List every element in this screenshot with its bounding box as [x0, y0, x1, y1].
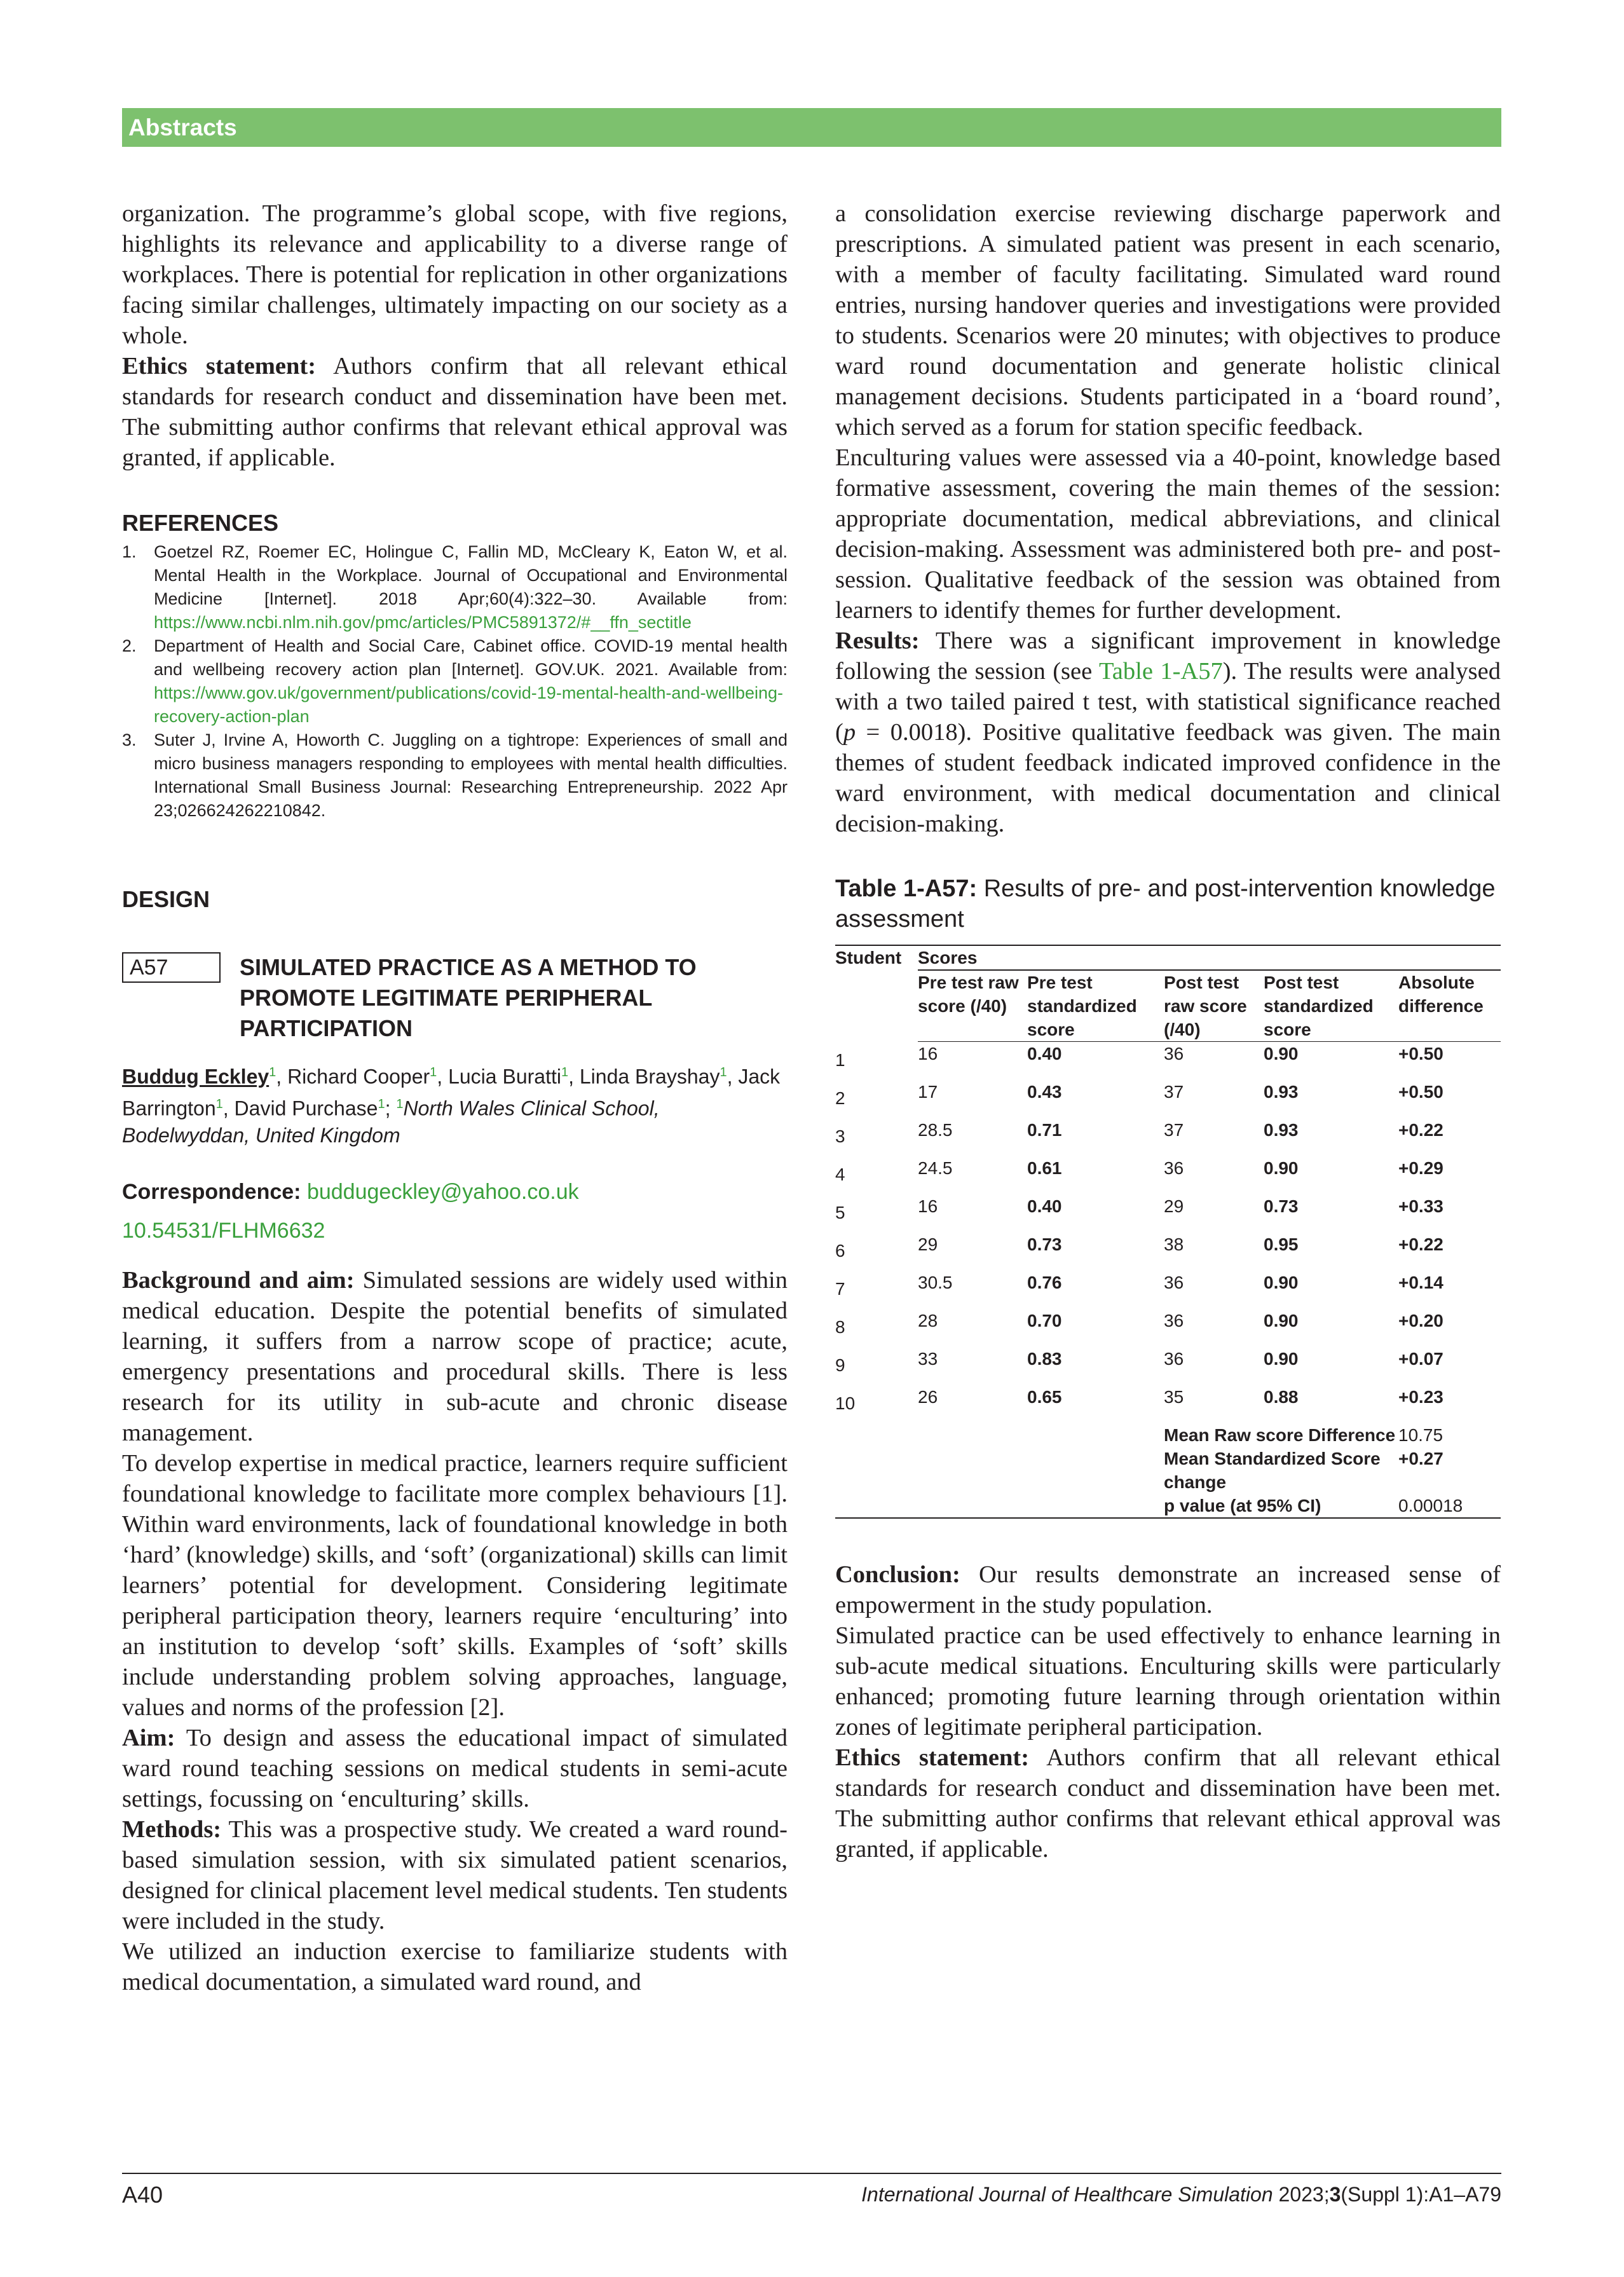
column-header-scores: Scores	[918, 948, 978, 968]
author-affil-mark: 1	[215, 1097, 223, 1111]
correspondence-label: Correspondence:	[122, 1180, 301, 1205]
results-text: = 0.0018). Positive qualitative feedback was given. The main themes of student feedback indicated improved confidence in the ward environment, with medical documentation and clinical decision-making.	[835, 719, 1501, 837]
references-list	[122, 540, 788, 823]
table-caption-text: Results of pre- and post-intervention knowledge assessment	[835, 875, 1496, 933]
table-reference-link[interactable]: Table 1-A57	[1098, 658, 1223, 685]
expertise-paragraph: To develop expertise in medical practice, learners require sufficient foundational knowledge to facilitate more complex behaviours [1]. Within ward environments, lack of foundational knowledge in both ‘hard’ (knowledge) skills, and ‘soft’ (organizational) skills can limit learners’ potential for development. Considering legitimate peripheral participation theory, learners require ‘enculturing’ into an institution to develop ‘soft’ skills. Examples of ‘soft’ skills include understanding problem solving approaches, language, values and norms of the profession [2].	[122, 1450, 788, 1721]
p-symbol: p	[843, 719, 856, 746]
table-cell: +0.22	[1398, 1234, 1443, 1254]
table-row	[835, 1309, 1501, 1347]
correspondence-email-link[interactable]: buddugeckley@yahoo.co.uk	[306, 1180, 579, 1205]
table-row	[835, 1271, 1501, 1309]
table-cell: 0.73	[1027, 1234, 1062, 1254]
reference-link[interactable]: https://www.ncbi.nlm.nih.gov/pmc/articles/PMC5891372/#__ffn_sectitle	[154, 613, 692, 632]
table-caption-label: Table 1-A57:	[835, 875, 978, 902]
affiliation-mark: 1	[396, 1097, 404, 1111]
table-cell: +0.50	[1398, 1044, 1443, 1063]
reference-text: Suter J, Irvine A, Howorth C. Juggling on a tightrope: Experiences of small and micro business managers responding to employees with mental health difficulties. International Small Business Journal: Researching Entrepreneurship. 2022 Apr 23;026624262210842.	[154, 730, 788, 820]
author-name: , Linda Brayshay	[568, 1065, 720, 1088]
author-name: , David Purchase	[222, 1097, 378, 1120]
intro-paragraph: organization. The programme’s global scope, with five regions, highlights its relevance and applicability to a diverse range of workplaces. There is potential for replication in other organizations facing similar challenges, ultimately impacting on our society as a whole.	[122, 200, 788, 349]
table-cell: 38	[1164, 1234, 1184, 1254]
table-cell: +0.50	[1398, 1081, 1443, 1102]
aim-text: To design and assess the educational impact of simulated ward round teaching sessions on medical students in semi-acute settings, focussing on ‘enculturing’ skills.	[122, 1725, 788, 1813]
table-row	[835, 1080, 1501, 1118]
table-cell: 0.76	[1027, 1272, 1062, 1292]
table-cell: 5	[835, 1202, 845, 1222]
table-row	[835, 1347, 1501, 1385]
table-cell: 29	[1164, 1196, 1184, 1216]
column-header: Post test raw score (/40)	[1164, 970, 1264, 1042]
table-cell: 36	[1164, 1158, 1184, 1178]
column-header-blank	[835, 970, 918, 1042]
ethics-text: Authors confirm that all relevant ethical standards for research conduct and dissemination have been met. The submitting author confirms that relevant ethical approval was granted, if applicable.	[122, 353, 788, 471]
abstract-id-box: A57	[122, 952, 221, 983]
table-cell: +0.23	[1398, 1386, 1443, 1407]
table-cell: 0.93	[1264, 1119, 1299, 1140]
table-cell: 0.88	[1264, 1386, 1299, 1407]
reference-item	[122, 634, 788, 728]
table-cell: 0.73	[1264, 1196, 1299, 1216]
table-cell: 36	[1164, 1044, 1184, 1063]
table-cell: 9	[835, 1355, 845, 1375]
table-cell: 10	[835, 1393, 856, 1413]
table-cell: 0.43	[1027, 1081, 1062, 1102]
table-cell: 36	[1164, 1348, 1184, 1369]
table-cell: 33	[918, 1348, 938, 1369]
table-cell: 0.83	[1027, 1348, 1062, 1369]
summary-value: 10.75	[1398, 1425, 1443, 1445]
doi-link[interactable]: 10.54531/FLHM6632	[122, 1219, 325, 1243]
aim-paragraph	[122, 1723, 788, 1814]
table-cell: 0.90	[1264, 1348, 1299, 1369]
methods-text: This was a prospective study. We created a ward round-based simulation session, with six simulated patient scenarios, designed for clinical placement level medical students. Ten students were included in the study.	[122, 1816, 788, 1935]
left-column	[122, 198, 788, 1997]
section-header-label: Abstracts	[128, 114, 237, 140]
summary-row	[835, 1447, 1501, 1494]
author-affil-mark: 1	[561, 1065, 569, 1079]
journal-citation	[861, 2183, 1501, 2206]
summary-label: Mean Raw score Difference	[1164, 1425, 1396, 1445]
table-cell: 26	[918, 1386, 938, 1407]
summary-label: Mean Standardized Score change	[1164, 1448, 1381, 1492]
journal-title: International Journal of Healthcare Simulation	[861, 2183, 1273, 2206]
results-paragraph	[835, 626, 1501, 839]
table-cell: 0.65	[1027, 1386, 1062, 1407]
table-row	[835, 1156, 1501, 1194]
section-heading: DESIGN	[122, 886, 210, 912]
table-top-header-row	[835, 945, 1501, 970]
footer-divider	[122, 2173, 1501, 2174]
table-cell: 3	[835, 1126, 845, 1146]
table-row	[835, 1118, 1501, 1156]
section-header-bar	[122, 108, 1501, 147]
table-row	[835, 1042, 1501, 1080]
reference-number: 3.	[122, 730, 137, 749]
author-affil-mark: 1	[430, 1065, 437, 1079]
conclusion-text: Our results demonstrate an increased sense of empowerment in the study population.	[835, 1561, 1501, 1618]
conclusion-paragraph	[835, 1559, 1501, 1620]
background-label: Background and aim:	[122, 1267, 355, 1294]
journal-pages: (Suppl 1):A1–A79	[1341, 2183, 1501, 2206]
lead-author: Buddug Eckley	[122, 1065, 270, 1088]
table-cell: +0.33	[1398, 1196, 1443, 1216]
author-name: , Jack Barrington	[122, 1065, 781, 1120]
table-row	[835, 1385, 1501, 1423]
table-cell: +0.14	[1398, 1272, 1443, 1292]
column-header: Pre test raw score (/40)	[918, 970, 1027, 1042]
table-cell: 24.5	[918, 1158, 953, 1178]
induction-paragraph: We utilized an induction exercise to familiarize students with medical documentation, a simulated ward round, and	[122, 1938, 788, 1996]
journal-volume: 3	[1329, 2183, 1341, 2206]
table-cell: 37	[1164, 1081, 1184, 1102]
author-affil-mark: 1	[269, 1065, 276, 1079]
ethics-text: Authors confirm that all relevant ethical standards for research conduct and dissemination have been met. The submitting author confirms that relevant ethical approval was granted, if applicable.	[835, 1744, 1501, 1863]
ethics-label: Ethics statement:	[122, 353, 317, 380]
table-cell: 0.93	[1264, 1081, 1299, 1102]
table-cell: 8	[835, 1316, 845, 1337]
journal-year: 2023;	[1273, 2183, 1330, 2206]
column-header: Absolute difference	[1398, 970, 1501, 1042]
table-cell: 0.71	[1027, 1119, 1062, 1140]
table-cell: 0.95	[1264, 1234, 1299, 1254]
table-cell: +0.22	[1398, 1119, 1443, 1140]
table-cell: 0.40	[1027, 1044, 1062, 1063]
table-cell: 4	[835, 1164, 845, 1184]
table-cell: 0.90	[1264, 1044, 1299, 1063]
reference-item	[122, 540, 788, 634]
reference-link[interactable]: https://www.gov.uk/government/publications/covid-19-mental-health-and-wellbeing-recovery-action-plan	[154, 683, 784, 726]
table-row	[835, 1233, 1501, 1271]
summary-value: +0.27	[1398, 1448, 1443, 1468]
author-affil-mark: 1	[720, 1065, 727, 1079]
table-cell: 0.61	[1027, 1158, 1062, 1178]
results-text: ). The results were analysed with a two tailed paired t test, with statistical significance reached (	[835, 658, 1501, 746]
methods-label: Methods:	[122, 1816, 222, 1843]
page-number: A40	[122, 2182, 163, 2208]
author-name: , Richard Cooper	[276, 1065, 430, 1088]
author-affiliation: North Wales Clinical School, Bodelwyddan, United Kingdom	[122, 1097, 660, 1147]
table-cell: 2	[835, 1088, 845, 1108]
column-header: Post test standardized score	[1264, 970, 1398, 1042]
table-cell: 30.5	[918, 1272, 953, 1292]
reference-number: 1.	[122, 542, 137, 561]
results-table	[835, 945, 1501, 1519]
enculturing-paragraph: Enculturing values were assessed via a 40-point, knowledge based formative assessment, covering the main themes of the session: appropriate documentation, medical abbreviations, and clinical decision-making. Assessment was administered both pre- and post-session. Qualitative feedback of the session was obtained from learners to identify themes for further development.	[835, 444, 1501, 624]
background-paragraph	[122, 1265, 788, 1448]
table-cell: 28	[918, 1310, 938, 1330]
summary-value: 0.00018	[1398, 1495, 1463, 1515]
table-cell: 0.70	[1027, 1310, 1062, 1330]
background-text: Simulated sessions are widely used within medical education. Despite the potential benefits of simulated learning, it suffers from a narrow scope of practice; acute, emergency presentations and procedural skills. There is less research for its utility in sub-acute and chronic disease management.	[122, 1267, 788, 1447]
table-cell: 6	[835, 1240, 845, 1261]
table-cell: 35	[1164, 1386, 1184, 1407]
table-cell: 1	[835, 1050, 845, 1070]
table-cell: 29	[918, 1234, 938, 1254]
author-affil-mark: 1	[378, 1097, 385, 1111]
right-column	[835, 198, 1501, 1864]
summary-row	[835, 1423, 1501, 1447]
table-cell: +0.07	[1398, 1348, 1443, 1369]
table-row	[835, 1194, 1501, 1233]
author-separator: ;	[385, 1097, 397, 1120]
author-name: , Lucia Buratti	[437, 1065, 561, 1088]
reference-text: Goetzel RZ, Roemer EC, Holingue C, Fallin MD, McCleary K, Eaton W, et al. Mental Health in the Workplace. Journal of Occupational and Environmental Medicine [Internet]. 2018 Apr;60(4):322–30. Available from:	[154, 542, 788, 608]
abstract-header	[122, 952, 788, 1044]
summary-label: p value (at 95% CI)	[1164, 1495, 1321, 1515]
results-label: Results:	[835, 627, 920, 654]
table-cell: 0.90	[1264, 1310, 1299, 1330]
ethics-label: Ethics statement:	[835, 1744, 1030, 1771]
table-cell: 0.90	[1264, 1158, 1299, 1178]
reference-item	[122, 728, 788, 823]
table-cell: 36	[1164, 1272, 1184, 1292]
table-cell: 7	[835, 1278, 845, 1299]
column-header-student: Student	[835, 948, 902, 968]
table-caption	[835, 873, 1501, 934]
table-cell: 28.5	[918, 1119, 953, 1140]
results-text: There was a significant improvement in knowledge following the session (see	[835, 627, 1501, 685]
consolidation-paragraph: a consolidation exercise reviewing discharge paperwork and prescriptions. A simulated patient was present in each scenario, with a member of faculty facilitating. Simulated ward round entries, nursing handover queries and investigations were provided to students. Scenarios were 20 minutes; with objectives to produce ward round documentation and generate holistic clinical management decisions. Students participated in a ‘board round’, which served as a forum for station specific feedback.	[835, 200, 1501, 441]
table-cell: 37	[1164, 1119, 1184, 1140]
table-cell: 36	[1164, 1310, 1184, 1330]
table-cell: 0.90	[1264, 1272, 1299, 1292]
table-cell: 17	[918, 1081, 938, 1102]
conclusion-label: Conclusion:	[835, 1561, 960, 1588]
reference-text: Department of Health and Social Care, Cabinet office. COVID-19 mental health and wellbeing recovery action plan [Internet]. GOV.UK. 2021. Available from:	[154, 636, 788, 679]
column-header: Pre test standardized score	[1027, 970, 1164, 1042]
table-cell: +0.29	[1398, 1158, 1443, 1178]
methods-paragraph	[122, 1814, 788, 1936]
correspondence	[122, 1180, 788, 1205]
table-cell: +0.20	[1398, 1310, 1443, 1330]
reference-number: 2.	[122, 636, 137, 655]
author-list	[122, 1059, 788, 1149]
aim-label: Aim:	[122, 1725, 175, 1752]
table-cell: 16	[918, 1044, 938, 1063]
ethics-statement	[122, 351, 788, 473]
abstract-title: SIMULATED PRACTICE AS A METHOD TO PROMOTE LEGITIMATE PERIPHERAL PARTICIPATION	[240, 954, 697, 1041]
simulated-paragraph: Simulated practice can be used effectively to enhance learning in sub-acute medical situations. Enculturing skills were particularly enhanced; promoting future learning through orientation within zones of legitimate peripheral participation.	[835, 1622, 1501, 1740]
references-heading: REFERENCES	[122, 510, 279, 536]
table-header-row	[835, 970, 1501, 1042]
ethics-statement-right	[835, 1742, 1501, 1864]
table-cell: 16	[918, 1196, 938, 1216]
summary-row	[835, 1494, 1501, 1518]
table-cell: 0.40	[1027, 1196, 1062, 1216]
